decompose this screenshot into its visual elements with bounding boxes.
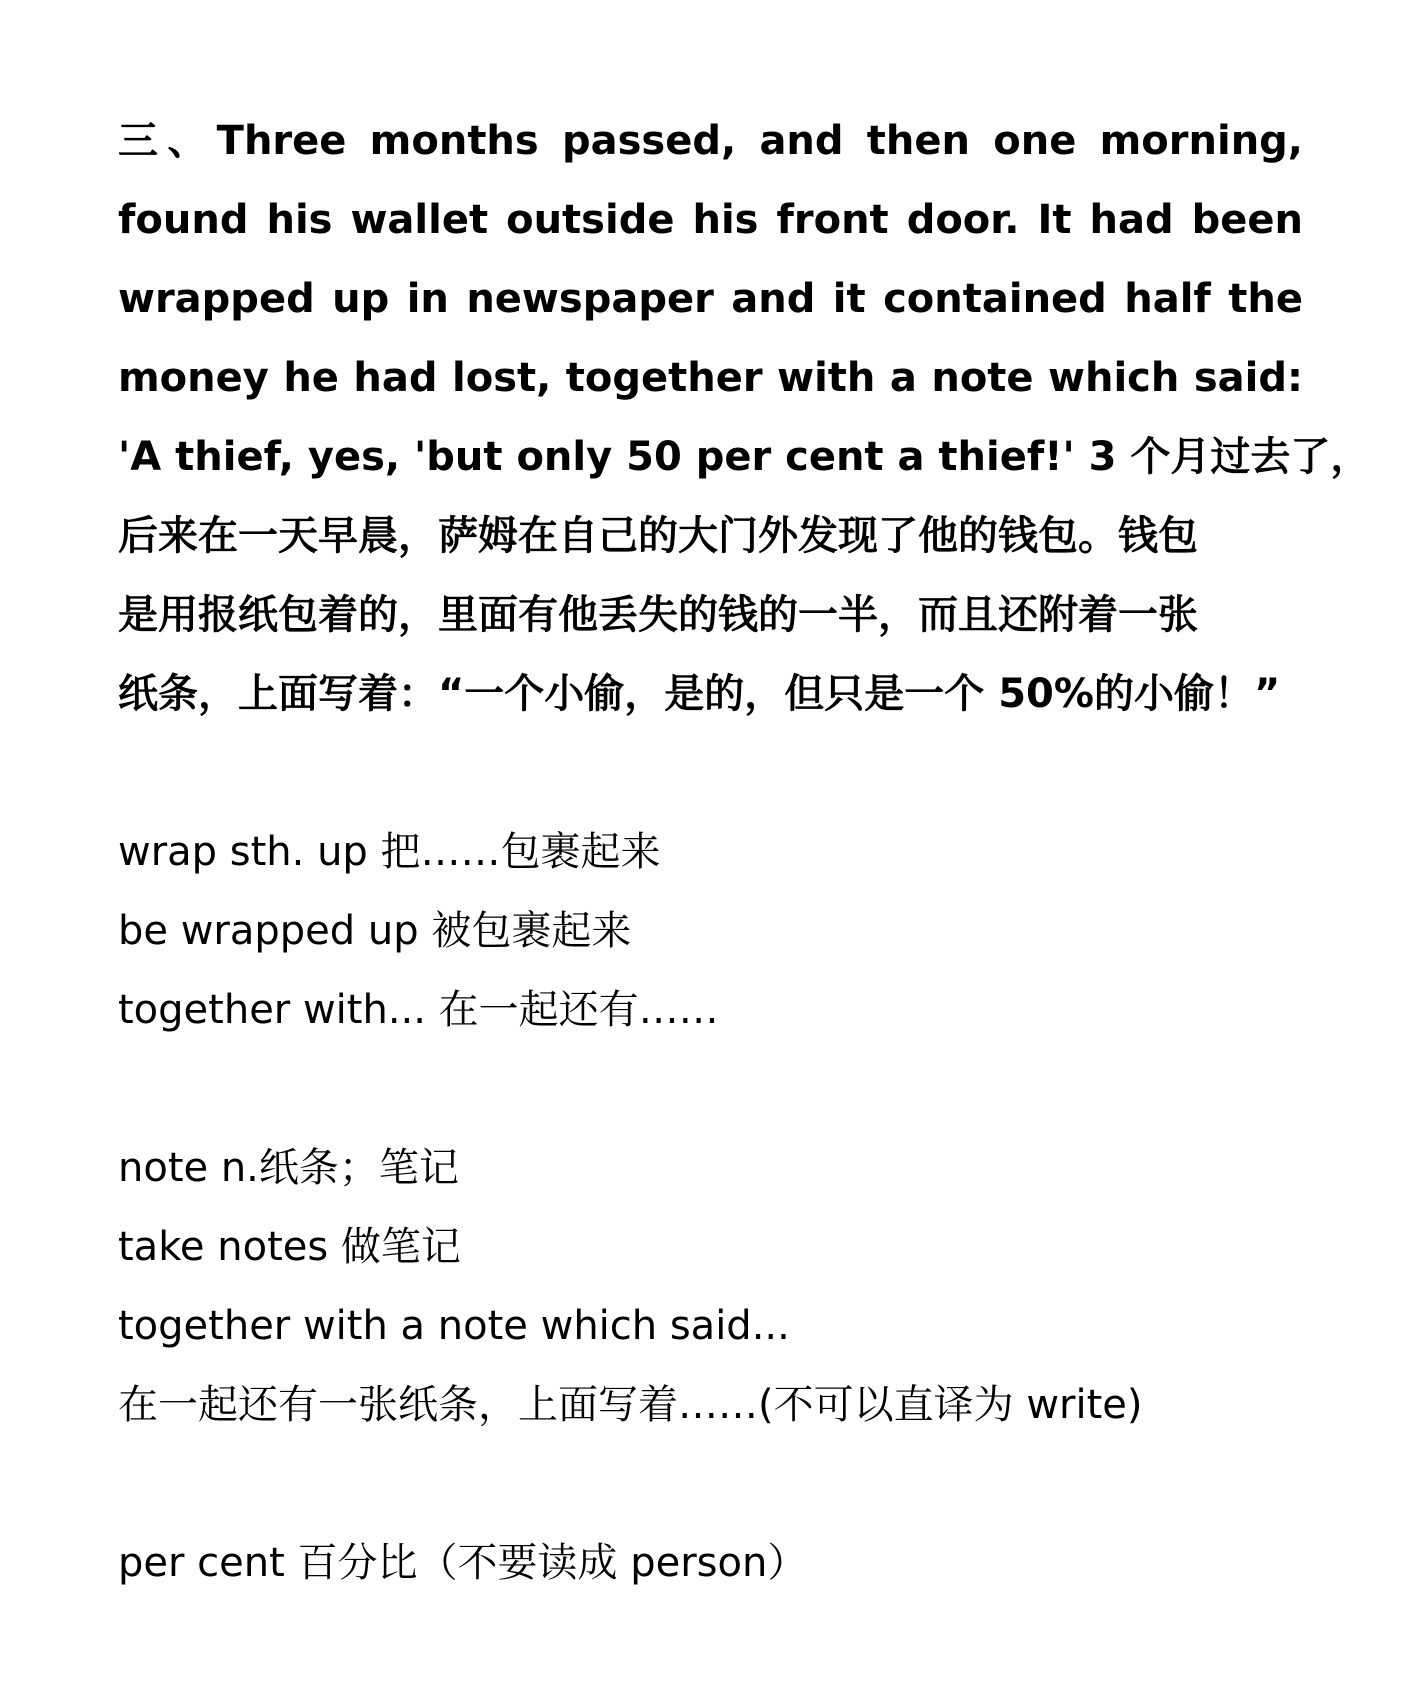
- vocab-item: wrap sth. up 把……包裹起来: [118, 829, 661, 875]
- story-paragraph: [118, 102, 1371, 734]
- vocab-item: per cent 百分比（不要读成 person）: [118, 1540, 808, 1586]
- paragraph-line: 'A thief, yes, 'but only 50 per cent a thief!' 3 个月过去了，: [118, 434, 1371, 480]
- vocab-item: take notes 做笔记: [118, 1224, 461, 1270]
- paragraph-line: 后来在一天早晨，萨姆在自己的大门外发现了他的钱包。钱包: [118, 513, 1198, 559]
- paragraph-line: 三、Three months passed, and then one morning,: [118, 118, 1303, 164]
- paragraph-line: 是用报纸包着的，里面有他丢失的钱的一半，而且还附着一张: [118, 592, 1198, 638]
- paragraph-line: 纸条，上面写着：“一个小偷，是的，但只是一个 50%的小偷！”: [118, 671, 1281, 717]
- vocab-group-wrap: [118, 813, 1318, 1050]
- paragraph-line: money he had lost, together with a note which said:: [118, 355, 1303, 401]
- vocab-item: 在一起还有一张纸条，上面写着……(不可以直译为 write): [118, 1382, 1143, 1428]
- vocab-item: note n.纸条；笔记: [118, 1145, 459, 1191]
- document-page: [118, 0, 1371, 1682]
- paragraph-line: wrapped up in newspaper and it contained half the: [118, 276, 1303, 322]
- paragraph-line: found his wallet outside his front door. It had been: [118, 197, 1303, 243]
- vocab-item: together with... 在一起还有……: [118, 987, 719, 1033]
- vocab-item: be wrapped up 被包裹起来: [118, 908, 632, 954]
- vocab-group-percent: [118, 1524, 1318, 1603]
- vocab-group-note: [118, 1129, 1318, 1445]
- vocab-item: together with a note which said...: [118, 1303, 790, 1349]
